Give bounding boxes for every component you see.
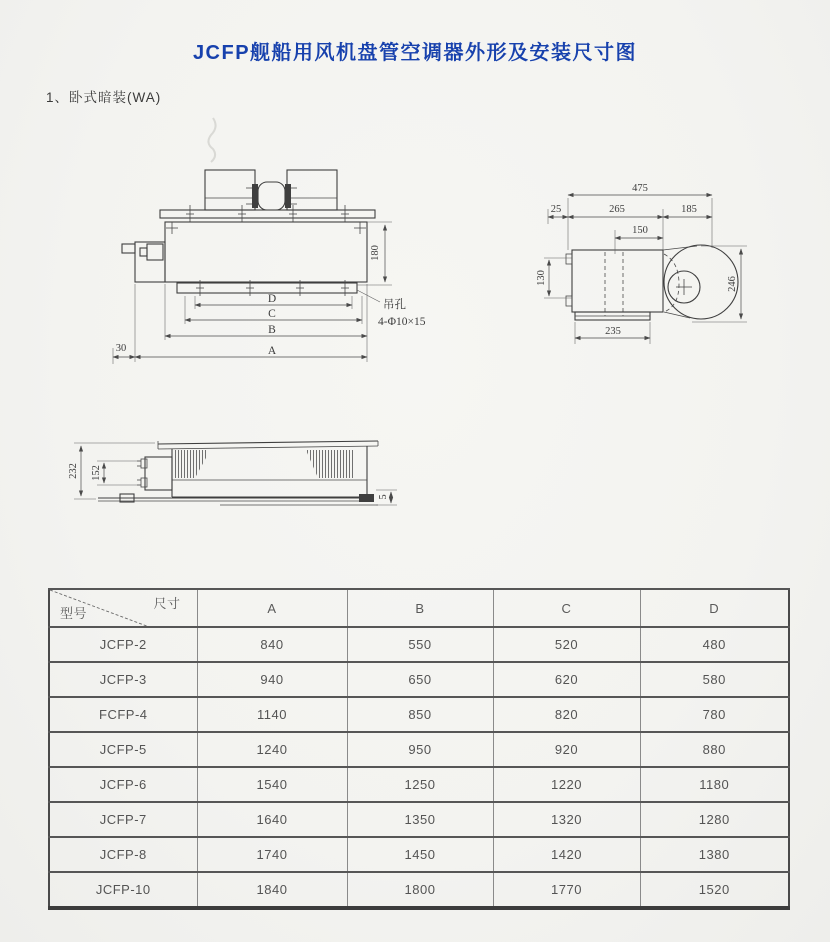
dim-label-25: 25 — [550, 204, 562, 215]
front-view-outline — [122, 170, 375, 296]
table-cell: 1280 — [640, 802, 789, 837]
side-view-outline — [566, 245, 738, 320]
dim-label-232: 232 — [68, 463, 79, 479]
corner-label-dimension: 尺寸 — [153, 596, 181, 611]
end-view — [68, 441, 397, 505]
table-cell: 580 — [640, 662, 789, 697]
column-header-B: B — [347, 589, 493, 627]
model-cell: JCFP-8 — [49, 837, 197, 872]
table-row — [49, 872, 789, 908]
table-cell: 940 — [197, 662, 347, 697]
dim-label-D: D — [267, 293, 277, 305]
table-cell: 1770 — [493, 872, 640, 908]
table-row — [49, 697, 789, 732]
table-row — [49, 732, 789, 767]
dim-label-150: 150 — [632, 225, 648, 236]
table-cell: 550 — [347, 627, 493, 662]
section-label: 1、卧式暗装(WA) — [46, 90, 162, 105]
model-cell: JCFP-3 — [49, 662, 197, 697]
front-view-dimensions — [113, 222, 426, 364]
table-row — [49, 837, 789, 872]
table-cell: 1540 — [197, 767, 347, 802]
table-row — [49, 802, 789, 837]
table-row — [49, 627, 789, 662]
model-cell: FCFP-4 — [49, 697, 197, 732]
dim-label-B: B — [268, 324, 276, 336]
table-cell: 880 — [640, 732, 789, 767]
table-cell: 840 — [197, 627, 347, 662]
column-header-C: C — [493, 589, 640, 627]
hole-note-line1: 吊孔 — [383, 299, 406, 311]
table-cell: 1240 — [197, 732, 347, 767]
dim-label-246: 246 — [727, 276, 738, 292]
table-cell: 1520 — [640, 872, 789, 908]
model-cell: JCFP-6 — [49, 767, 197, 802]
table-cell: 1320 — [493, 802, 640, 837]
table-cell: 1420 — [493, 837, 640, 872]
dim-label-C: C — [268, 308, 276, 320]
table-corner-cell — [49, 589, 197, 627]
model-cell: JCFP-7 — [49, 802, 197, 837]
corner-label-model: 型号 — [60, 606, 88, 621]
table-cell: 650 — [347, 662, 493, 697]
dim-label-5: 5 — [378, 494, 389, 500]
table-cell: 1450 — [347, 837, 493, 872]
dim-label-475: 475 — [632, 183, 648, 194]
side-view — [536, 183, 747, 344]
table-row — [49, 767, 789, 802]
table-cell: 1640 — [197, 802, 347, 837]
table-cell: 780 — [640, 697, 789, 732]
dim-label-A: A — [267, 345, 277, 357]
table-cell: 1250 — [347, 767, 493, 802]
dim-label-130: 130 — [536, 270, 547, 286]
dim-label-235: 235 — [605, 326, 621, 337]
column-header-D: D — [640, 589, 789, 627]
model-cell: JCFP-2 — [49, 627, 197, 662]
table-cell: 1800 — [347, 872, 493, 908]
table-cell: 820 — [493, 697, 640, 732]
dim-label-30: 30 — [115, 343, 127, 354]
table-cell: 1350 — [347, 802, 493, 837]
table-cell: 620 — [493, 662, 640, 697]
table-cell: 1840 — [197, 872, 347, 908]
column-header-A: A — [197, 589, 347, 627]
hole-note-line2: 4-Φ10×15 — [378, 316, 426, 328]
table-cell: 1140 — [197, 697, 347, 732]
model-cell: JCFP-10 — [49, 872, 197, 908]
dim-label-185: 185 — [681, 204, 697, 215]
dimension-table — [48, 588, 790, 910]
end-view-outline — [98, 441, 378, 505]
model-cell: JCFP-5 — [49, 732, 197, 767]
page-title: JCFP舰船用风机盘管空调器外形及安装尺寸图 — [192, 42, 638, 64]
table-cell: 520 — [493, 627, 640, 662]
table-cell: 1180 — [640, 767, 789, 802]
table-row — [49, 662, 789, 697]
table-cell: 920 — [493, 732, 640, 767]
table-cell: 850 — [347, 697, 493, 732]
scan-artifact — [208, 118, 215, 162]
table-cell: 950 — [347, 732, 493, 767]
dim-label-265: 265 — [609, 204, 625, 215]
table-cell: 480 — [640, 627, 789, 662]
dim-label-152: 152 — [91, 465, 102, 481]
front-view — [113, 170, 426, 364]
table-cell: 1740 — [197, 837, 347, 872]
table-cell: 1220 — [493, 767, 640, 802]
table-header-row — [49, 589, 789, 627]
table-cell: 1380 — [640, 837, 789, 872]
dim-label-180: 180 — [370, 245, 381, 261]
